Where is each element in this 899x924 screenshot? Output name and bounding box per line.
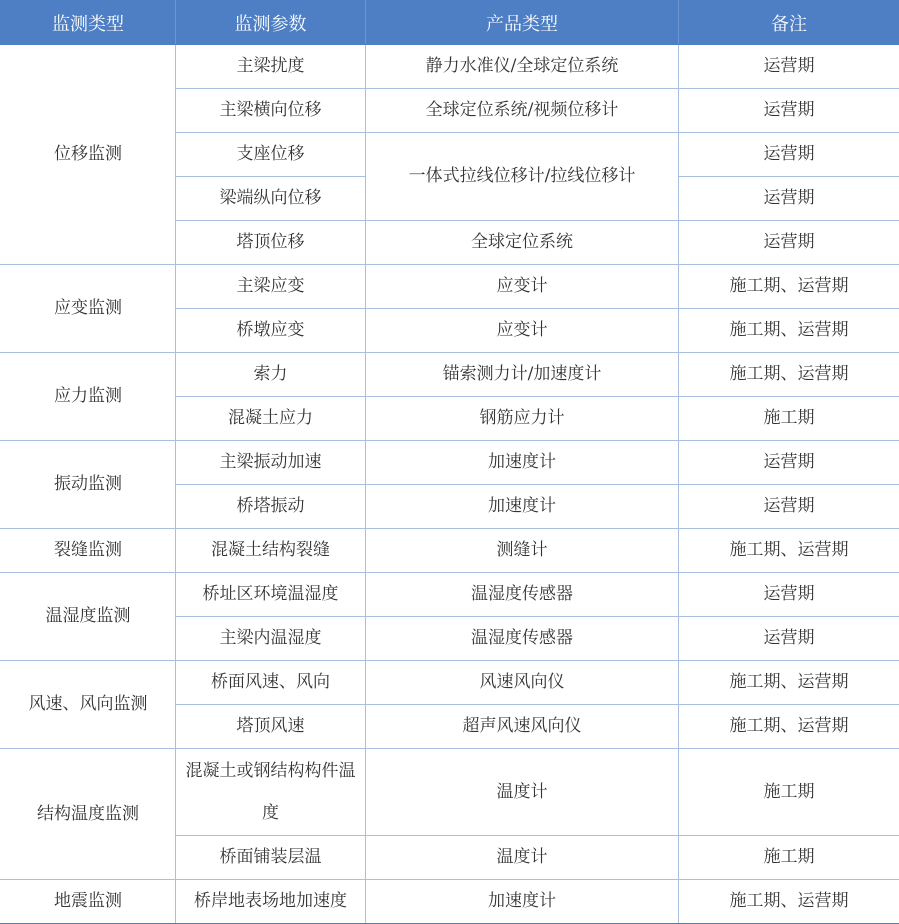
remark-cell: 施工期、运营期 (679, 353, 899, 397)
remark-cell: 施工期 (679, 749, 899, 836)
monitor-param-cell: 索力 (176, 353, 366, 397)
product-type-cell: 测缝计 (366, 529, 679, 573)
monitor-type-cell: 裂缝监测 (1, 529, 176, 573)
product-type-cell: 应变计 (366, 309, 679, 353)
product-type-cell: 钢筋应力计 (366, 397, 679, 441)
table-row (1, 749, 899, 836)
header-monitor-type: 监测类型 (1, 1, 176, 45)
product-type-cell: 温度计 (366, 836, 679, 880)
monitor-param-cell: 塔顶风速 (176, 705, 366, 749)
product-type-cell: 全球定位系统 (366, 221, 679, 265)
monitor-type-cell: 地震监测 (1, 880, 176, 924)
monitor-param-cell: 桥岸地表场地加速度 (176, 880, 366, 924)
remark-cell: 施工期、运营期 (679, 529, 899, 573)
monitor-param-cell: 主梁横向位移 (176, 89, 366, 133)
remark-cell: 运营期 (679, 617, 899, 661)
remark-cell: 施工期 (679, 836, 899, 880)
table-row (1, 573, 899, 617)
table-row (1, 529, 899, 573)
table-row (1, 353, 899, 397)
monitor-param-cell: 梁端纵向位移 (176, 177, 366, 221)
remark-cell: 运营期 (679, 89, 899, 133)
monitor-param-cell: 桥塔振动 (176, 485, 366, 529)
monitor-type-cell: 振动监测 (1, 441, 176, 529)
product-type-cell: 加速度计 (366, 441, 679, 485)
product-type-cell: 超声风速风向仪 (366, 705, 679, 749)
product-type-cell: 风速风向仪 (366, 661, 679, 705)
remark-cell: 运营期 (679, 485, 899, 529)
product-type-cell: 应变计 (366, 265, 679, 309)
monitor-type-cell: 位移监测 (1, 45, 176, 265)
table-row (1, 880, 899, 924)
table-row (1, 45, 899, 89)
remark-cell: 运营期 (679, 573, 899, 617)
monitor-param-cell: 桥面风速、风向 (176, 661, 366, 705)
monitor-param-cell: 混凝土结构裂缝 (176, 529, 366, 573)
product-type-cell: 静力水准仪/全球定位系统 (366, 45, 679, 89)
monitor-type-cell: 温湿度监测 (1, 573, 176, 661)
product-type-cell: 温度计 (366, 749, 679, 836)
monitor-type-cell: 风速、风向监测 (1, 661, 176, 749)
remark-cell: 运营期 (679, 45, 899, 89)
header-row (1, 1, 899, 45)
monitor-param-cell: 混凝土或钢结构构件温度 (176, 749, 366, 836)
product-type-cell: 全球定位系统/视频位移计 (366, 89, 679, 133)
monitor-param-cell: 桥面铺装层温 (176, 836, 366, 880)
monitor-type-cell: 应变监测 (1, 265, 176, 353)
remark-cell: 运营期 (679, 133, 899, 177)
remark-cell: 运营期 (679, 221, 899, 265)
monitor-param-cell: 主梁内温湿度 (176, 617, 366, 661)
remark-cell: 施工期、运营期 (679, 309, 899, 353)
monitor-type-cell: 应力监测 (1, 353, 176, 441)
monitor-param-cell: 塔顶位移 (176, 221, 366, 265)
monitor-param-cell: 桥墩应变 (176, 309, 366, 353)
table-body (1, 45, 899, 924)
table-row (1, 441, 899, 485)
table-row (1, 661, 899, 705)
monitor-param-cell: 支座位移 (176, 133, 366, 177)
product-type-cell: 加速度计 (366, 485, 679, 529)
header-monitor-param: 监测参数 (176, 1, 366, 45)
remark-cell: 施工期、运营期 (679, 880, 899, 924)
product-type-cell: 加速度计 (366, 880, 679, 924)
product-type-cell: 温湿度传感器 (366, 573, 679, 617)
remark-cell: 施工期 (679, 397, 899, 441)
table-row (1, 265, 899, 309)
monitor-param-cell: 桥址区环境温湿度 (176, 573, 366, 617)
remark-cell: 运营期 (679, 177, 899, 221)
product-type-cell: 一体式拉线位移计/拉线位移计 (366, 133, 679, 221)
header-product-type: 产品类型 (366, 1, 679, 45)
product-type-cell: 锚索测力计/加速度计 (366, 353, 679, 397)
remark-cell: 运营期 (679, 441, 899, 485)
monitor-param-cell: 混凝土应力 (176, 397, 366, 441)
monitor-type-cell: 结构温度监测 (1, 749, 176, 880)
remark-cell: 施工期、运营期 (679, 705, 899, 749)
header-remark: 备注 (679, 1, 899, 45)
monitor-param-cell: 主梁应变 (176, 265, 366, 309)
product-type-cell: 温湿度传感器 (366, 617, 679, 661)
monitor-param-cell: 主梁振动加速 (176, 441, 366, 485)
remark-cell: 施工期、运营期 (679, 661, 899, 705)
monitor-param-cell: 主梁扰度 (176, 45, 366, 89)
remark-cell: 施工期、运营期 (679, 265, 899, 309)
